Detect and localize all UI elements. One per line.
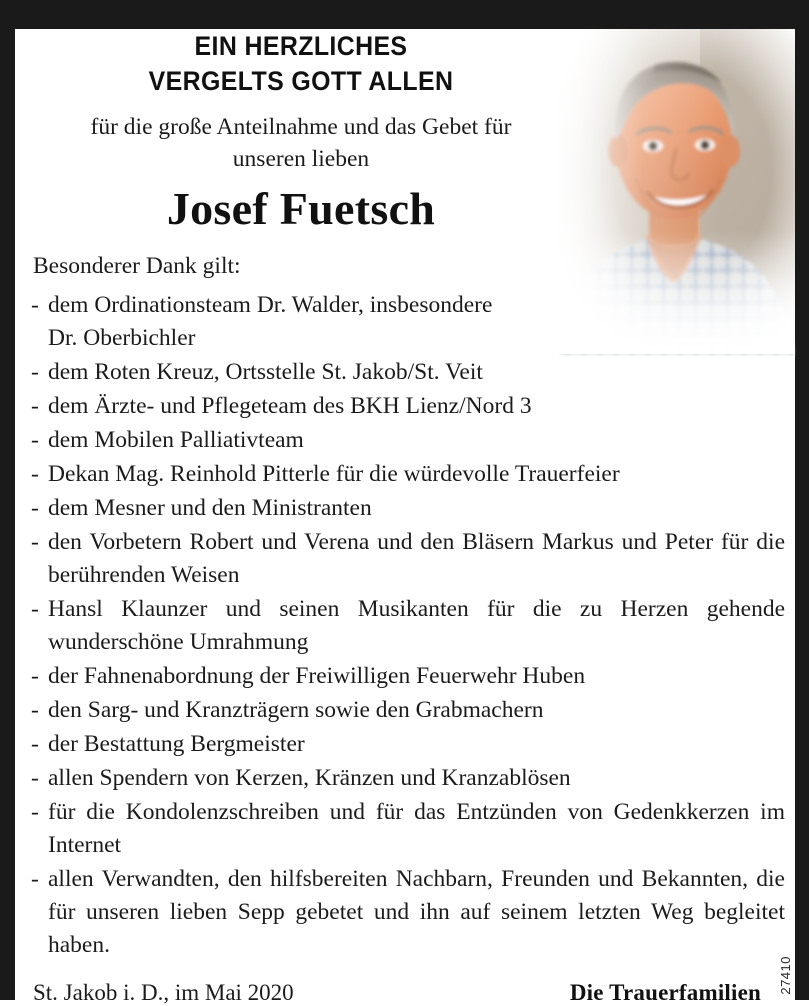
list-item (31, 694, 785, 727)
list-item (31, 796, 785, 862)
list-item (31, 762, 785, 795)
lead-line-1: für die große Anteilnahme und das Gebet für (90, 114, 512, 140)
lead-line-2: unseren lieben (232, 146, 370, 172)
list-item (31, 863, 785, 962)
place-and-date: St. Jakob i. D., im Mai 2020 (33, 980, 294, 1005)
list-item-text: dem Mobilen Palliativteam (48, 427, 304, 453)
signature: Die Trauerfamilien (569, 980, 761, 1005)
bullet-dash: - (31, 461, 39, 487)
list-item-text: dem Mesner und den Ministranten (48, 495, 372, 521)
lead-paragraph (31, 111, 571, 175)
list-item-text: für die Kondolenzschreiben und für das Entzünden von Gedenkkerzen im Internet (48, 799, 785, 858)
thanks-intro: Besonderer Dank gilt: (33, 253, 241, 279)
bullet-dash: - (31, 765, 39, 791)
list-item-text: Dekan Mag. Reinhold Pitterle für die würdevolle Trauerfeier (48, 461, 620, 487)
bullet-dash: - (31, 495, 39, 521)
list-item-text: dem Ärzte- und Pflegeteam des BKH Lienz/Nord 3 (48, 393, 532, 419)
list-item-text: dem Roten Kreuz, Ortsstelle St. Jakob/St. Veit (48, 359, 483, 385)
bullet-dash: - (31, 731, 39, 757)
notice-footer (33, 980, 761, 1006)
list-item (31, 728, 785, 761)
list-item (31, 660, 785, 693)
bullet-dash: - (31, 866, 39, 892)
list-item (31, 289, 518, 355)
obituary-sheet (15, 29, 795, 1005)
list-item-text: allen Spendern von Kerzen, Kränzen und Kranzablösen (48, 765, 571, 791)
list-item-text: dem Ordinationsteam Dr. Walder, insbesondere Dr. Oberbichler (48, 292, 493, 351)
deceased-name: Josef Fuetsch (166, 183, 436, 234)
list-item (31, 526, 785, 592)
bullet-dash: - (31, 529, 39, 555)
headline-line-2: VERGELTS GOTT ALLEN (148, 66, 454, 96)
list-item-text: allen Verwandten, den hilfsbereiten Nachbarn, Freunden und Bekannten, die für unseren lieben Sepp gebetet und ihn auf seinem letzten Weg begleitet haben. (48, 866, 785, 958)
list-item (31, 390, 785, 423)
reference-code: 27410 (778, 956, 793, 995)
bullet-dash: - (31, 697, 39, 723)
bullet-dash: - (31, 427, 39, 453)
list-item (31, 458, 785, 491)
headline-line-1: EIN HERZLICHES (194, 31, 408, 61)
bullet-dash: - (31, 596, 39, 622)
list-item (31, 356, 785, 389)
list-item-text: der Fahnenabordnung der Freiwilligen Feuerwehr Huben (48, 663, 586, 689)
list-item-text: den Vorbetern Robert und Verena und den Bläsern Markus und Peter für die berührenden Weisen (48, 529, 785, 588)
bullet-dash: - (31, 393, 39, 419)
bullet-dash: - (31, 292, 39, 318)
list-item (31, 492, 785, 525)
bullet-dash: - (31, 663, 39, 689)
list-item (31, 593, 785, 659)
page-title (47, 29, 555, 99)
list-item-text: Hansl Klaunzer und seinen Musikanten für die zu Herzen gehende wunderschöne Umrahmung (48, 596, 785, 655)
list-item (31, 424, 785, 457)
thanks-list (31, 289, 785, 962)
list-item-text: der Bestattung Bergmeister (48, 731, 305, 757)
bullet-dash: - (31, 359, 39, 385)
list-item-text: den Sarg- und Kranzträgern sowie den Grabmachern (48, 697, 544, 723)
notice-content (15, 29, 795, 1006)
bullet-dash: - (31, 799, 39, 825)
